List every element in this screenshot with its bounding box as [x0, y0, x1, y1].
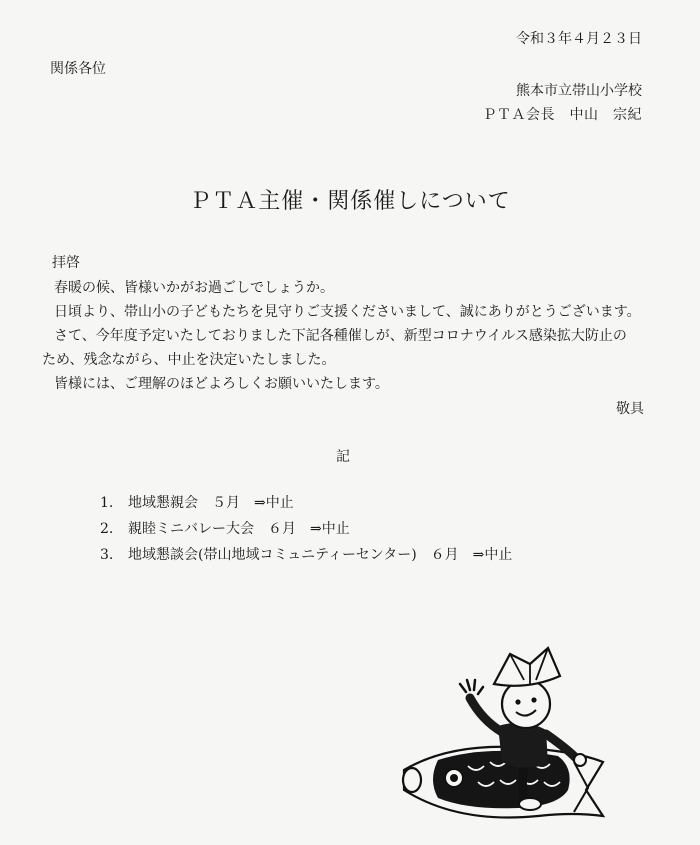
item-text: 地域懇談会(帯山地域コミュニティーセンター) ６月 ⇒中止 [128, 547, 513, 563]
cancelled-events-list [100, 494, 512, 572]
body-line: ため、残念ながら、中止を決定いたしました。 [42, 352, 336, 368]
koinobori-child-illustration [398, 640, 613, 840]
list-item [100, 546, 512, 572]
item-number: 2. [100, 521, 114, 537]
closing-word: 敬具 [616, 401, 644, 417]
list-item [100, 520, 512, 546]
body-line: 皆様には、ご理解のほどよろしくお願いいたします。 [54, 376, 389, 392]
body-line: 春暖の候、皆様いかがお過ごしでしょうか。 [54, 280, 334, 296]
notes-heading: 記 [336, 449, 350, 465]
item-number: 3. [100, 547, 114, 563]
list-item [100, 494, 512, 520]
letter-body [42, 276, 662, 396]
page-title: ＰＴＡ主催・関係催しについて [189, 189, 511, 214]
letter-recipient: 関係各位 [50, 61, 106, 77]
letter-date: 令和３年４月２３日 [516, 31, 642, 47]
opening-greeting: 拝啓 [52, 255, 80, 271]
body-line: 日頃より、帯山小の子どもたちを見守りご支援くださいまして、誠にありがとうございます。 [54, 304, 641, 320]
sender-school: 熊本市立帯山小学校 [516, 83, 642, 99]
item-text: 親睦ミニバレー大会 ６月 ⇒中止 [128, 521, 350, 537]
body-line: さて、今年度予定いたしておりました下記各種催しが、新型コロナウイルス感染拡大防止の [54, 328, 627, 344]
sender-president: ＰＴＡ会長 中山 宗紀 [482, 107, 642, 123]
item-number: 1. [100, 495, 114, 511]
item-text: 地域懇親会 ５月 ⇒中止 [128, 495, 294, 511]
